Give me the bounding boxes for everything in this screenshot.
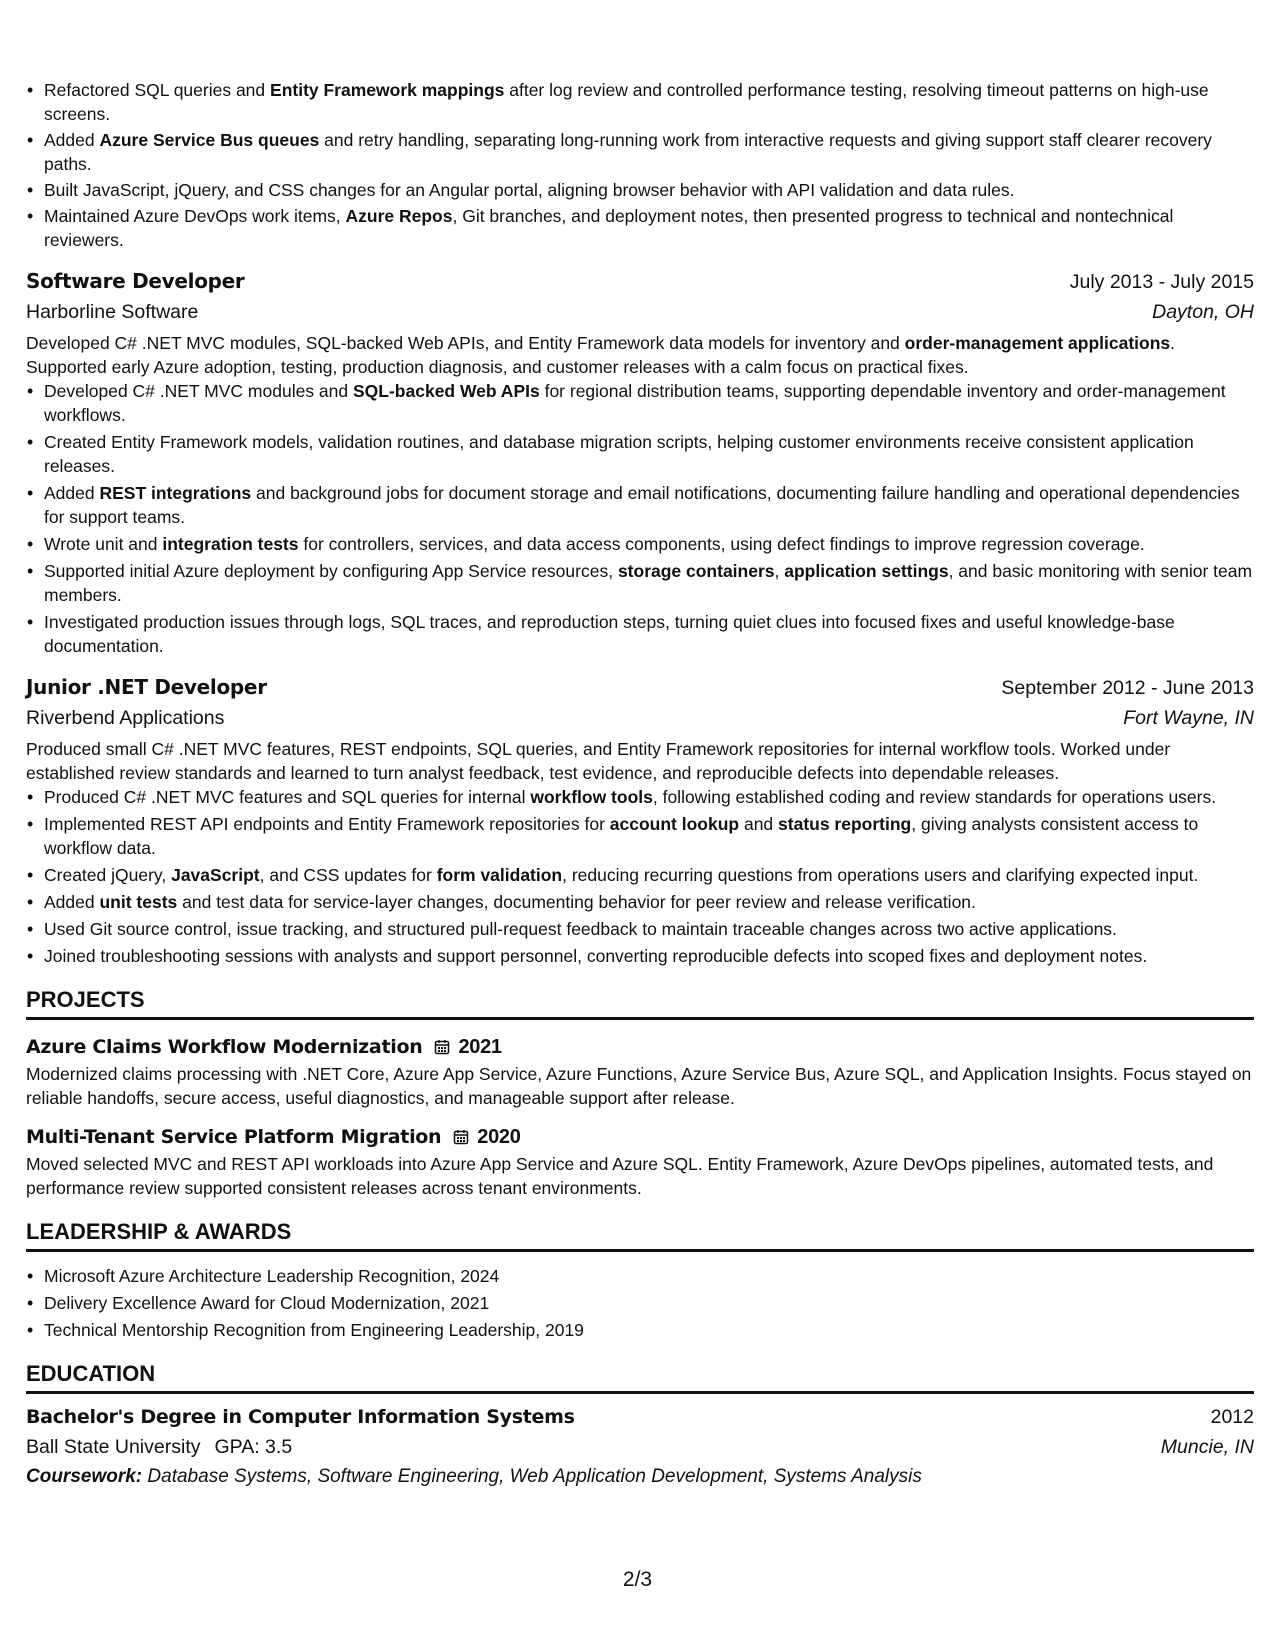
graduation-year: 2012 — [1210, 1406, 1254, 1428]
project-name: Multi-Tenant Service Platform Migration — [26, 1126, 442, 1148]
list-item: • Technical Mentorship Recognition from Engineering Leadership, 2019 — [44, 1318, 1254, 1342]
job-company: Riverbend Applications — [26, 707, 225, 729]
list-item: • Developed C# .NET MVC modules and SQL-backed Web APIs for regional distribution teams, supporting dependable inventory and order-management workflows. — [44, 379, 1254, 427]
page-number: 2/3 — [622, 1568, 653, 1591]
project-name: Azure Claims Workflow Modernization — [26, 1036, 423, 1058]
job-location: Fort Wayne, IN — [1123, 707, 1254, 729]
list-item: • Joined troubleshooting sessions with analysts and support personnel, converting reproducible defects into scoped fixes and deployment notes. — [44, 944, 1254, 968]
project-description: Modernized claims processing with .NET Core, Azure App Service, Azure Functions, Azure Service Bus, Azure SQL, and Application Insights. Focus stayed on reliable handoffs, secure access, useful diagnostics, and manageable support after release. — [26, 1064, 1252, 1108]
list-item: • Wrote unit and integration tests for controllers, services, and data access components, using defect findings to improve regression coverage. — [44, 532, 1254, 556]
coursework-label: Coursework: — [26, 1466, 143, 1487]
job-title: Software Developer — [26, 269, 245, 293]
school-location: Muncie, IN — [1160, 1436, 1254, 1458]
awards-list — [26, 1264, 1254, 1342]
school-name: Ball State University — [26, 1436, 201, 1458]
job-bullets — [26, 785, 1254, 968]
projects-heading: PROJECTS — [26, 986, 1254, 1020]
list-item: • Created jQuery, JavaScript, and CSS updates for form validation, reducing recurring questions from operations users and clarifying expected input. — [44, 863, 1254, 887]
project-entry — [26, 1032, 1254, 1110]
job-summary: Developed C# .NET MVC modules, SQL-backed Web APIs, and Entity Framework data models for inventory and order-management applications. Supported early Azure adoption, testing, production diagnosis, and customer releases with a calm focus on practical fixes. — [26, 333, 1176, 377]
list-item: • Created Entity Framework models, validation routines, and database migration scripts, helping customer environments receive consistent application releases. — [44, 430, 1254, 478]
job-location: Dayton, OH — [1152, 301, 1254, 323]
list-item: • Refactored SQL queries and Entity Framework mappings after log review and controlled performance testing, resolving timeout patterns on high-use screens. — [44, 78, 1254, 126]
job-bullets — [26, 379, 1254, 658]
calendar-icon — [434, 1039, 450, 1055]
degree-name: Bachelor's Degree in Computer Information Systems — [26, 1406, 575, 1428]
list-item: • Delivery Excellence Award for Cloud Modernization, 2021 — [44, 1291, 1254, 1315]
job-entry-harborline — [26, 266, 1254, 658]
resume-content — [26, 78, 1254, 1492]
prior-job-bullets — [26, 78, 1254, 252]
list-item: • Built JavaScript, jQuery, and CSS changes for an Angular portal, aligning browser behavior with API validation and data rules. — [44, 178, 1254, 202]
list-item: • Microsoft Azure Architecture Leadership Recognition, 2024 — [44, 1264, 1254, 1288]
education-heading: EDUCATION — [26, 1360, 1254, 1394]
awards-heading: LEADERSHIP & AWARDS — [26, 1218, 1254, 1252]
job-summary: Produced small C# .NET MVC features, REST endpoints, SQL queries, and Entity Framework repositories for internal workflow tools. Worked under established review standards and learned to turn analyst feedback, test evidence, and reproducible defects into dependable releases. — [26, 739, 1171, 783]
list-item: • Implemented REST API endpoints and Entity Framework repositories for account lookup and status reporting, giving analysts consistent access to workflow data. — [44, 812, 1254, 860]
list-item: • Maintained Azure DevOps work items, Azure Repos, Git branches, and deployment notes, then presented progress to technical and nontechnical reviewers. — [44, 204, 1254, 252]
project-description: Moved selected MVC and REST API workloads into Azure App Service and Azure SQL. Entity Framework, Azure DevOps pipelines, automated tests, and performance review supported consistent releases across tenant environments. — [26, 1154, 1214, 1198]
list-item: • Produced C# .NET MVC features and SQL queries for internal workflow tools, following established coding and review standards for operations users. — [44, 785, 1254, 809]
project-entry — [26, 1122, 1254, 1200]
project-year: 2021 — [458, 1036, 502, 1058]
list-item: • Added Azure Service Bus queues and retry handling, separating long-running work from interactive requests and giving support staff clearer recovery paths. — [44, 128, 1254, 176]
job-dates: July 2013 - July 2015 — [1069, 271, 1254, 293]
coursework-list: Database Systems, Software Engineering, Web Application Development, Systems Analysis — [147, 1466, 922, 1487]
coursework — [26, 1462, 1254, 1492]
job-company: Harborline Software — [26, 301, 199, 323]
project-year: 2020 — [477, 1126, 521, 1148]
list-item: • Supported initial Azure deployment by configuring App Service resources, storage containers, application settings, and basic monitoring with senior team members. — [44, 559, 1254, 607]
job-dates: September 2012 - June 2013 — [1001, 677, 1254, 699]
list-item: • Investigated production issues through logs, SQL traces, and reproduction steps, turning quiet clues into focused fixes and useful knowledge-base documentation. — [44, 610, 1254, 658]
list-item: • Added REST integrations and background jobs for document storage and email notifications, documenting failure handling and operational dependencies for support teams. — [44, 481, 1254, 529]
gpa: GPA: 3.5 — [214, 1436, 293, 1458]
job-title: Junior .NET Developer — [26, 675, 267, 699]
calendar-icon — [453, 1129, 469, 1145]
job-entry-riverbend — [26, 672, 1254, 968]
list-item: • Used Git source control, issue tracking, and structured pull-request feedback to maintain traceable changes across two active applications. — [44, 917, 1254, 941]
list-item: • Added unit tests and test data for service-layer changes, documenting behavior for peer review and release verification. — [44, 890, 1254, 914]
